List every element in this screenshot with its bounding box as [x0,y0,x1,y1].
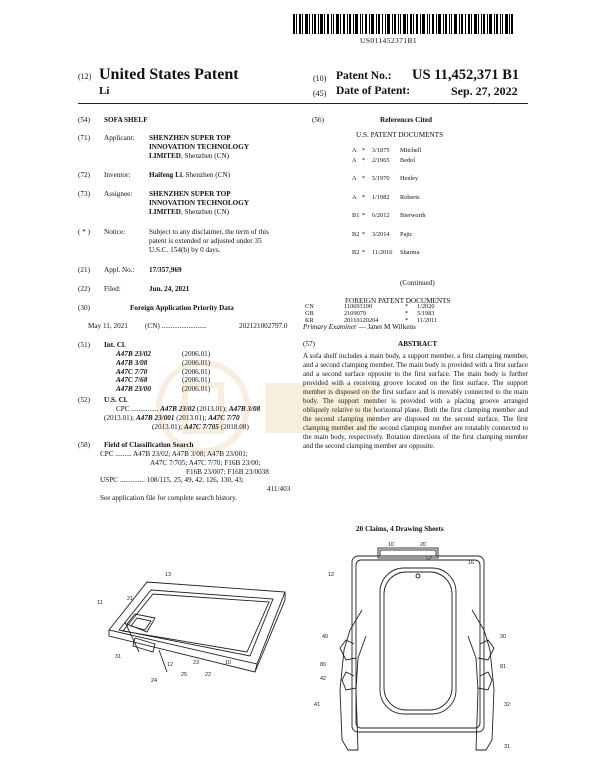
ref-kind: A [352,156,357,164]
fig-label: 24 [151,678,158,684]
applicant-value [149,134,299,160]
fig-label: 23 [193,660,200,666]
ref-date: 11/2016 [372,249,393,256]
priority-country: (CN) ......................... [145,322,207,330]
inventor-label: Inventor: [104,171,131,179]
int-cl-version: (2006.01) [182,367,211,376]
code-54: (54) [78,116,90,124]
foreign-star: * [405,303,409,310]
title-sofa-shelf: SOFA SHELF [104,116,148,124]
priority-date: May 11, 2021 [88,322,128,330]
ref-inventor: Bedol [400,156,416,164]
fig-label: 11 [97,600,103,606]
field-uspc-line2: 411/403 [267,485,291,494]
foreign-number: 110693190 [344,303,373,310]
fig-label: 16 [468,560,475,566]
appl-no-label: Appl. No.: [104,266,135,274]
abstract-title: ABSTRACT [398,340,438,348]
ref-kind: A [352,175,357,182]
ref-date: 6/2012 [372,212,390,219]
fig-label: 81 [500,664,507,670]
assignee-location: , Shenzhen (CN) [180,207,230,216]
us-cl-year: (2013.01); [196,405,228,413]
fig-label: 20 [420,542,427,548]
fig-label: 10 [388,542,395,548]
assignee-line3 [149,208,299,217]
fig-label: 41 [314,702,321,708]
appl-no-value: 17/357,969 [149,266,182,274]
field-cpc-line2: A47C 7/705; A47C 7/70; F16B 23/00; [150,458,261,467]
references-title: References Cited [380,116,432,124]
int-cl-class: A47B 23/00 [116,385,151,394]
foreign-star: * [405,317,409,324]
figure-tray-perspective [95,552,290,684]
int-cl-title: Int. Cl. [104,341,126,349]
ref-inventor: Henley [400,175,419,182]
foreign-date: 5/1983 [417,310,435,317]
fig-label: 12 [167,662,174,668]
ref-star: * [362,147,366,154]
code-58: (58) [78,441,90,449]
fig-label: 25 [181,672,188,678]
us-cl-code: A47B 23/02 [160,405,196,413]
fig-label: 32 [504,702,511,708]
field-cpc-values: A47B 23/02; A47B 3/08; A47B 23/001; [132,450,248,458]
us-cl-code: A47B 23/001 [135,413,175,422]
fig-label: 40 [322,634,329,640]
code-57: (57) [303,340,315,348]
field-cpc-line3: F16B 23/007; F16B 23/0038 [186,467,269,476]
us-cl-code: A47C 7/705 [183,422,219,431]
ref-date: 3/1875 [372,147,390,154]
ref-inventor: Roberts [400,193,420,201]
ref-date: 3/2014 [372,230,390,238]
applicant-line2: INNOVATION TECHNOLOGY [149,142,250,151]
ref-date: 2/1965 [372,156,390,164]
fig-label: 80 [320,662,327,668]
fig-label: 22 [205,672,212,678]
int-cl-version: (2006.01) [182,350,211,358]
applicant-location: , Shenzhen (CN) [180,151,230,160]
int-cl-version: (2006.01) [182,385,211,394]
foreign-star: * [405,310,409,317]
field-cpc-label: CPC ......... [100,450,132,458]
foreign-date: 1/2020 [417,303,435,310]
us-cl-year: (2013.01); [152,422,183,431]
abstract-text: A sofa shelf includes a main body, a support member, a first clamping member, and a second clamping member. The main body is provided with a first surface and a second surface opposite to the first surface. The main body is further provided with a receiving groove located on the first surface. The support member is disposed on the first surface and is movably connected to the main body. The support member is provided with a placing groove arranged obliquely relative to the horizontal plane. Both the first clamping member and the second clamping member are disposed on the second surface. The first clamping member and the second clamping member are rotatably connected to the main body, respectively. Rotation directions of the first clamping member and the second clamping member are opposite. [303,352,528,451]
code-51: (51) [78,341,90,349]
watermark-logo [155,355,395,465]
ref-inventor: Sharma [400,249,420,256]
foreign-country: CN [305,303,314,310]
fig-label: 52 [426,556,433,562]
field-search-title: Field of Classification Search [104,441,194,449]
fig-label: 30 [500,634,507,640]
date-label: Date of Patent: [336,85,411,97]
us-cl-year: (2013.01); [176,413,207,422]
us-cl-year: (2013.01); [104,413,135,422]
filed-value: Jun. 24, 2021 [149,285,190,293]
int-cl-class: A47C 7/68 [116,376,148,385]
examiner-label: Primary Examiner [303,323,357,331]
ref-star: * [362,193,366,201]
us-cl-title: U.S. Cl. [104,396,128,404]
code-45: (45) [313,89,327,98]
ref-kind: A [352,147,357,154]
filed-label: Filed: [104,285,121,293]
ref-kind: B2 [352,230,360,238]
applicant-line3 [149,152,299,161]
ref-star: * [362,249,366,256]
assignee-label: Assignee: [104,190,133,198]
int-cl-class: A47B 23/02 [116,350,151,358]
assignee-line1: SHENZHEN SUPER TOP [149,190,231,198]
assignee-line2: INNOVATION TECHNOLOGY [149,198,250,207]
ref-date: 1/1982 [372,193,390,201]
code-56: (56) [312,116,324,124]
examiner-name: — Janet M Wilkens [356,323,416,331]
us-cl-cpc-label: CPC ............... [116,405,159,413]
fig-label: 13 [165,572,172,578]
field-uspc-label: USPC .............. [100,476,145,485]
ref-star: * [362,212,366,219]
ref-inventor: Bierworth [400,212,426,219]
us-cl-code: A47B 3/08 [228,405,261,413]
notice-line1: Subject to any disclaimer, the term of this [149,228,269,236]
foreign-number: 20110120204 [344,317,379,324]
field-uspc-values: 108/115, 25, 49, 42, 126, 130, 43; [146,476,244,485]
ref-star: * [362,175,366,182]
code-30: (30) [78,304,90,312]
code-21: (21) [78,266,90,274]
int-cl-version: (2006.01) [182,358,211,367]
foreign-docs-title: FOREIGN PATENT DOCUMENTS [345,297,451,305]
foreign-country: GB [305,310,314,317]
field-see-note: See application file for complete search history. [100,493,238,502]
inventor-value [149,171,230,180]
code-72: (72) [78,171,90,179]
applicant-limited: LIMITED [149,151,181,160]
assignee-limited: LIMITED [149,207,181,216]
priority-title: Foreign Application Priority Data [130,304,234,312]
ref-kind: A [352,193,357,201]
priority-number: 202121002797.0 [239,322,288,330]
inventor-name: Haifeng Li [149,171,182,179]
doc-type-title: United States Patent [99,66,239,83]
code-73: (73) [78,190,90,198]
patent-no-label: Patent No.: [336,70,392,82]
int-cl-class: A47C 7/70 [116,367,148,376]
applicant-label: Applicant: [104,134,135,142]
ref-kind: B2 [352,249,360,256]
fig-label: 42 [320,676,327,682]
continued-note: (Continued) [400,279,435,287]
int-cl-class: A47B 3/08 [116,358,148,367]
figure-sofa-shelf-front [300,540,530,765]
notice-line2: patent is extended or adjusted under 35 [149,236,262,245]
code-12: (12) [78,72,92,81]
ref-date: 5/1970 [372,175,390,182]
foreign-date: 11/2011 [417,317,438,324]
claims-summary: 20 Claims, 4 Drawing Sheets [356,525,444,533]
assignee-value [149,190,299,216]
inventor-location: , Shenzhen (CN) [181,171,231,179]
us-cl-code: A47C 7/70 [208,413,240,422]
fig-label: 10 [225,660,232,666]
fig-label: 12 [328,572,335,578]
code-71: (71) [78,134,90,142]
publication-number: US011452371B1 [360,36,418,45]
notice-text [149,228,299,254]
us-cl-year: (2018.08) [220,422,249,431]
foreign-country: KR [305,317,314,324]
code-22: (22) [78,285,90,293]
ref-inventor: Mitchell [400,147,422,154]
field-uspc-line1 [100,476,300,485]
patent-date: Sep. 27, 2022 [451,84,518,98]
foreign-number: 2109079 [344,310,367,317]
notice-code: ( * ) [78,228,90,236]
barcode [293,14,513,34]
applicant-line1: SHENZHEN SUPER TOP [149,134,231,142]
header-rule [78,103,528,104]
notice-label: Notice: [104,228,126,236]
examiner-line [303,323,416,332]
fig-label: 31 [115,654,122,660]
ref-kind: B1 [352,212,360,219]
ref-inventor: Pajic [400,230,413,238]
patent-number: US 11,452,371 B1 [412,67,520,83]
us-docs-title: U.S. PATENT DOCUMENTS [356,131,444,139]
fig-label: 31 [504,744,511,750]
ref-star: * [362,156,366,164]
code-52: (52) [78,396,90,404]
notice-line3: U.S.C. 154(b) by 0 days. [149,245,221,254]
fig-label: 21 [127,596,134,602]
inventor-short: Li [99,85,110,97]
int-cl-version: (2006.01) [182,376,211,385]
ref-star: * [362,230,366,238]
code-10: (10) [313,74,327,83]
